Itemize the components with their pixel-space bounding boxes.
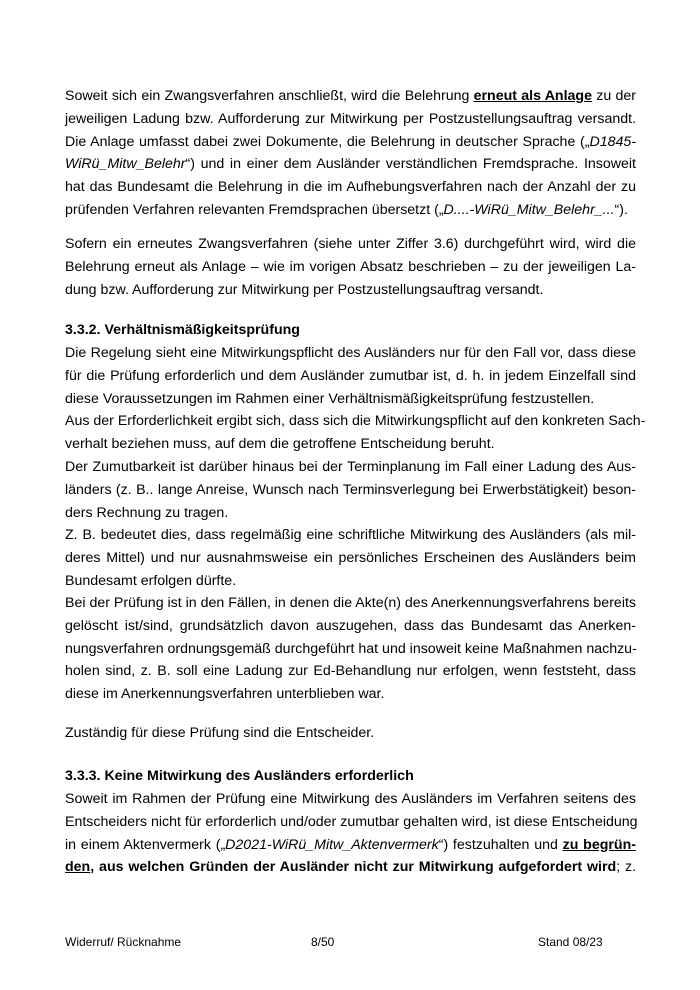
text-line: verhalt beziehen muss, auf dem die getroffene Entscheidung beruht.: [65, 436, 495, 453]
text-line: Der Zumutbarkeit ist darüber hinaus bei der Terminplanung im Fall einer Ladung des Aus-: [65, 458, 636, 475]
text-line: diese im Anerkennungsverfahren unterblieben war.: [65, 686, 385, 703]
text-line: WiRü_Mitw_Belehr“) und in einer dem Ausländer verständlichen Fremdsprache. Insoweit: [65, 156, 636, 173]
text-line: hat das Bundesamt die Belehrung in die im Aufhebungsverfahren nach der Anzahl der zu: [65, 179, 636, 196]
text-line: diese Voraussetzungen im Rahmen einer Verhältnismäßigkeitsprüfung festzustellen.: [65, 390, 595, 407]
text-line: in einem Aktenvermerk („D2021-WiRü_Mitw_Aktenvermerk“) festzuhalten und zu begrün-: [65, 836, 636, 853]
text-line: Sofern ein erneutes Zwangsverfahren (siehe unter Ziffer 3.6) durchgeführt wird, wird die: [65, 236, 636, 252]
paragraph-2: [65, 233, 636, 301]
footer-left: Widerruf/ Rücknahme: [65, 935, 182, 949]
paragraph-1: [65, 85, 636, 222]
paragraph-6: [65, 788, 636, 879]
text-line: Z. B. bedeutet dies, dass regelmäßig eine schriftliche Mitwirkung des Ausländers (als mil-: [65, 527, 636, 544]
paragraph-4: [65, 592, 636, 706]
text-line: Bei der Prüfung ist in den Fällen, in denen die Akte(n) des Anerkennungsverfahrens bereits: [65, 595, 637, 611]
text-line: länders (z. B.. lange Anreise, Wunsch nach Terminsverlegung bei Erwerbstätigkeit) beson-: [65, 481, 636, 498]
text-line: holen sind, z. B. soll eine Ladung zur Ed-Behandlung nur erfolgen, wenn feststeht, dass: [65, 663, 636, 680]
page-number: 8/50: [311, 935, 335, 949]
text-line: für die Prüfung erforderlich und dem Ausländer zumutbar ist, d. h. in jedem Einzelfall sind: [65, 367, 636, 384]
text-line: Bundesamt erfolgen dürfte.: [65, 572, 237, 589]
text-line: Zuständig für diese Prüfung sind die Entscheider.: [65, 725, 375, 741]
paragraph-5: [65, 722, 636, 745]
text-line: Die Regelung sieht eine Mitwirkungspflicht des Ausländers nur für den Fall vor, dass diese: [65, 345, 636, 361]
text-line: Entscheiders nicht für erforderlich und/oder zumutbar gehalten wird, ist diese Entscheidung: [65, 813, 638, 830]
text-line: den, aus welchen Gründen der Ausländer nicht zur Mitwirkung aufgefordert wird; z.: [65, 859, 637, 876]
text-line: ders Rechnung zu tragen.: [65, 504, 229, 521]
text-line: deres Mittel) und nur ausnahmsweise ein persönliches Erscheinen des Ausländers beim: [65, 550, 636, 567]
section-heading-3-3-2: 3.3.2. Verhältnismäßigkeitsprüfung: [65, 322, 300, 338]
text-line: dung bzw. Aufforderung zur Mitwirkung per Postzustellungsauftrag versandt.: [65, 281, 544, 298]
text-line: Aus der Erforderlichkeit ergibt sich, dass sich die Mitwirkungspflicht auf den konkreten Sach-: [65, 413, 646, 430]
section-heading-3-3-3: 3.3.3. Keine Mitwirkung des Ausländers erforderlich: [65, 768, 414, 784]
text-line: gelöscht ist/sind, grundsätzlich davon auszugehen, dass das Bundesamt das Anerken-: [65, 617, 636, 634]
text-line: Soweit sich ein Zwangsverfahren anschließt, wird die Belehrung erneut als Anlage zu der: [65, 88, 636, 104]
text-line: Soweit im Rahmen der Prüfung eine Mitwirkung des Ausländers im Verfahren seitens des: [65, 791, 636, 807]
text-line: prüfenden Verfahren relevanten Fremdsprachen übersetzt („D....-WiRü_Mitw_Belehr_...“).: [65, 201, 628, 218]
text-line: nungsverfahren ordnungsgemäß durchgeführt hat und insoweit keine Maßnahmen nachzu-: [65, 640, 637, 657]
footer-right: Stand 08/23: [538, 935, 603, 949]
text-line: Die Anlage umfasst dabei zwei Dokumente, die Belehrung in deutscher Sprache („D1845-: [65, 133, 636, 150]
paragraph-3: [65, 342, 646, 593]
text-line: jeweiligen Ladung bzw. Aufforderung zur Mitwirkung per Postzustellungsauftrag versandt.: [65, 110, 636, 127]
text-line: Belehrung erneut als Anlage – wie im vorigen Absatz beschrieben – zu der jeweiligen La-: [65, 258, 636, 275]
